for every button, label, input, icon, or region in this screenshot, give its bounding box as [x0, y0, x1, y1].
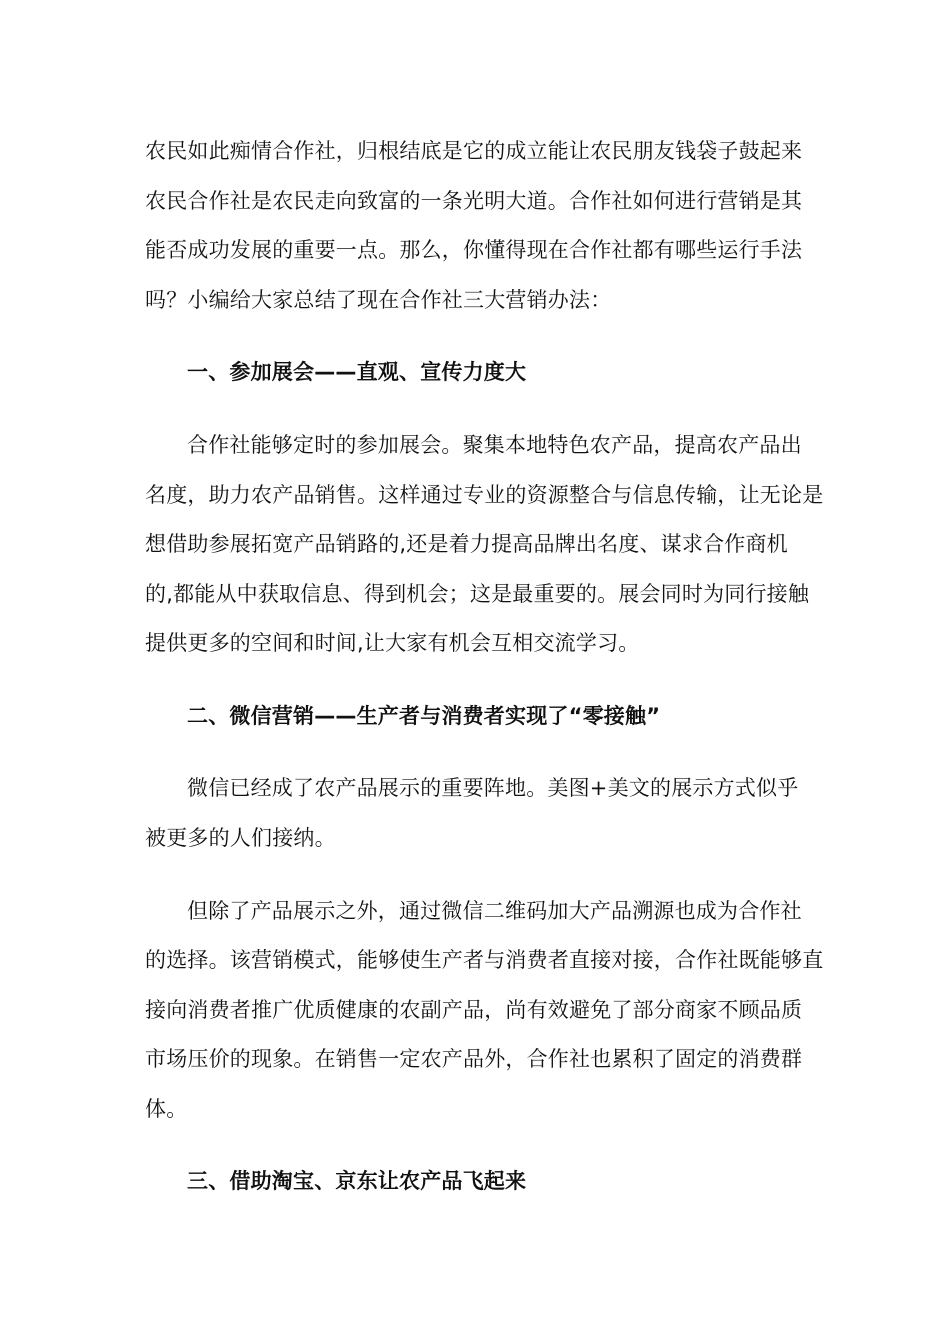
- intro-line-2: 农民合作社是农民走向致富的一条光明大道。合作社如何进行营销是其: [145, 189, 803, 213]
- section2-para2-line-4: 市场压价的现象。在销售一定农产品外，合作社也累积了固定的消费群: [145, 1047, 803, 1071]
- section1-line-2: 名度，助力农产品销售。这样通过专业的资源整合与信息传输，让无论是: [145, 483, 824, 507]
- section1-line-5: 提供更多的空间和时间,让大家有机会互相交流学习。: [145, 631, 640, 655]
- section3-heading: 三、借助淘宝、京东让农产品飞起来: [187, 1169, 527, 1193]
- section1-line-3: 想借助参展拓宽产品销路的,还是着力提高品牌出名度、谋求合作商机: [145, 532, 788, 556]
- intro-line-1: 农民如此痴情合作社，归根结底是它的成立能让农民朋友钱袋子鼓起来: [145, 139, 803, 163]
- section2-para2-line-2: 的选择。该营销模式，能够使生产者与消费者直接对接，合作社既能够直: [145, 948, 824, 972]
- section2-para1-line-2: 被更多的人们接纳。: [145, 826, 336, 850]
- section2-para2-line-3: 接向消费者推广优质健康的农副产品，尚有效避免了部分商家不顾品质: [145, 998, 803, 1022]
- intro-line-4: 吗？小编给大家总结了现在合作社三大营销办法：: [145, 288, 612, 312]
- section2-para1-line-1: 微信已经成了农产品展示的重要阵地。美图+美文的展示方式似乎: [187, 776, 799, 800]
- section2-heading: 二、微信营销——生产者与消费者实现了“零接触”: [187, 704, 661, 728]
- section2-para2-line-1: 但除了产品展示之外，通过微信二维码加大产品溯源也成为合作社: [187, 899, 802, 923]
- section2-para2-line-5: 体。: [145, 1097, 188, 1121]
- section1-line-1: 合作社能够定时的参加展会。聚集本地特色农产品，提高农产品出: [187, 433, 802, 457]
- section1-line-4: 的,都能从中获取信息、得到机会；这是最重要的。展会同时为同行接触: [145, 582, 810, 606]
- intro-line-3: 能否成功发展的重要一点。那么，你懂得现在合作社都有哪些运行手法: [145, 238, 803, 262]
- section1-heading: 一、参加展会——直观、宣传力度大: [187, 360, 527, 384]
